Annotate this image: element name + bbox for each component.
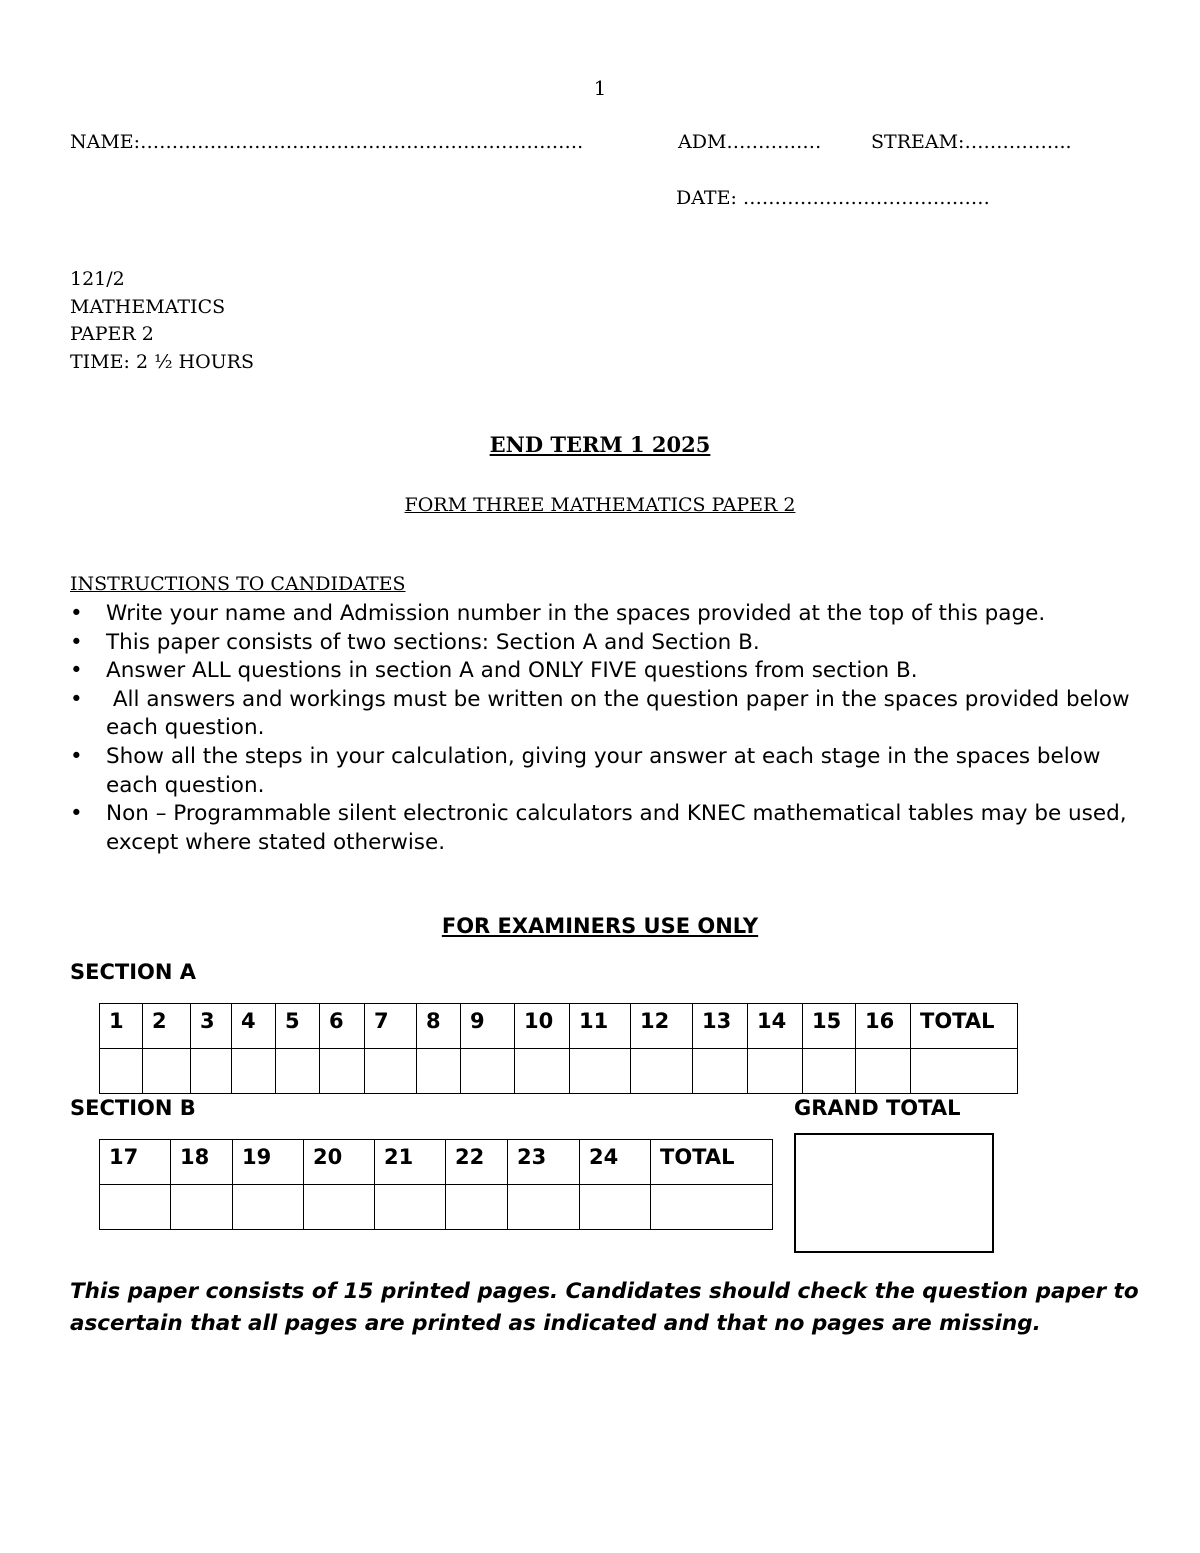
score-cell[interactable] [580, 1185, 651, 1230]
section-a-col-header: 15 [803, 1004, 856, 1049]
section-b-header-row [100, 1140, 773, 1185]
date-field[interactable]: DATE: ………………………………… [676, 187, 990, 209]
instructions-list [70, 600, 1150, 857]
score-cell[interactable] [276, 1049, 320, 1094]
score-cell[interactable] [515, 1049, 570, 1094]
instruction-item: • Write your name and Admission number in the spaces provided at the top of this page. [70, 600, 1150, 629]
stream-field[interactable]: STREAM:…………….. [871, 131, 1072, 153]
section-a-col-header: 2 [143, 1004, 191, 1049]
total-cell[interactable] [651, 1185, 773, 1230]
paper-number: PAPER 2 [70, 323, 154, 345]
section-a-col-header: 10 [515, 1004, 570, 1049]
section-a-col-header: 13 [693, 1004, 748, 1049]
score-cell[interactable] [631, 1049, 693, 1094]
section-b-col-header: 17 [100, 1140, 171, 1185]
exam-title: END TERM 1 2025 [489, 432, 711, 457]
section-b-col-header: 19 [233, 1140, 304, 1185]
total-cell[interactable] [911, 1049, 1018, 1094]
score-cell[interactable] [446, 1185, 508, 1230]
grand-total-label: GRAND TOTAL [794, 1096, 961, 1120]
page-number: 1 [593, 76, 607, 100]
score-cell[interactable] [570, 1049, 631, 1094]
name-field[interactable]: NAME:……………………………………………………………. [70, 131, 584, 153]
score-cell[interactable] [304, 1185, 375, 1230]
score-cell[interactable] [100, 1185, 171, 1230]
score-cell[interactable] [233, 1185, 304, 1230]
section-b-col-header: 20 [304, 1140, 375, 1185]
section-a-col-header: 16 [856, 1004, 911, 1049]
section-a-col-header: 1 [100, 1004, 143, 1049]
section-a-col-header: 7 [365, 1004, 417, 1049]
score-cell[interactable] [693, 1049, 748, 1094]
section-a-col-header: 3 [191, 1004, 232, 1049]
score-cell[interactable] [232, 1049, 276, 1094]
section-a-col-header: 12 [631, 1004, 693, 1049]
paper-time: TIME: 2 ½ HOURS [70, 350, 255, 373]
score-cell[interactable] [100, 1049, 143, 1094]
section-a-col-header: 5 [276, 1004, 320, 1049]
score-cell[interactable] [508, 1185, 580, 1230]
instruction-item: • All answers and workings must be written on the question paper in the spaces provided below each question. [70, 686, 1150, 743]
score-cell[interactable] [803, 1049, 856, 1094]
section-a-col-header: 6 [320, 1004, 365, 1049]
instruction-item: • Show all the steps in your calculation, giving your answer at each stage in the spaces below each question. [70, 743, 1150, 800]
paper-subject: MATHEMATICS [70, 295, 226, 318]
instruction-item: • Non – Programmable silent electronic calculators and KNEC mathematical tables may be used, except where stated otherwise. [70, 800, 1150, 857]
score-cell[interactable] [365, 1049, 417, 1094]
section-b-col-header: TOTAL [651, 1140, 773, 1185]
section-a-header-row [100, 1004, 1018, 1049]
paper-code: 121/2 [70, 268, 125, 290]
instructions-heading: INSTRUCTIONS TO CANDIDATES [70, 573, 406, 595]
section-b-label: SECTION B [70, 1096, 196, 1120]
score-cell[interactable] [171, 1185, 233, 1230]
section-a-score-table [99, 1003, 1018, 1094]
score-cell[interactable] [417, 1049, 461, 1094]
paper-info [70, 266, 254, 376]
section-a-col-header: 4 [232, 1004, 276, 1049]
score-cell[interactable] [320, 1049, 365, 1094]
score-cell[interactable] [143, 1049, 191, 1094]
section-b-score-row [100, 1185, 773, 1230]
section-b-col-header: 18 [171, 1140, 233, 1185]
instruction-item: • This paper consists of two sections: Section A and Section B. [70, 629, 1150, 658]
section-a-label: SECTION A [70, 960, 197, 984]
score-cell[interactable] [191, 1049, 232, 1094]
section-a-col-header: 8 [417, 1004, 461, 1049]
score-cell[interactable] [375, 1185, 446, 1230]
footer-note: This paper consists of 15 printed pages. Candidates should check the question paper to ascertain that all pages are printed as indicated and that no pages are missing. [70, 1279, 1139, 1336]
instruction-item: • Answer ALL questions in section A and ONLY FIVE questions from section B. [70, 657, 1150, 686]
section-a-score-row [100, 1049, 1018, 1094]
section-b-col-header: 22 [446, 1140, 508, 1185]
score-cell[interactable] [748, 1049, 803, 1094]
adm-field[interactable]: ADM…………… [678, 131, 822, 153]
section-b-col-header: 24 [580, 1140, 651, 1185]
examiners-heading: FOR EXAMINERS USE ONLY [441, 914, 759, 938]
section-a-col-header: 14 [748, 1004, 803, 1049]
score-cell[interactable] [856, 1049, 911, 1094]
section-a-col-header: TOTAL [911, 1004, 1018, 1049]
section-b-score-table [99, 1139, 773, 1230]
grand-total-box[interactable] [794, 1133, 994, 1253]
section-b-col-header: 21 [375, 1140, 446, 1185]
section-a-col-header: 11 [570, 1004, 631, 1049]
section-b-col-header: 23 [508, 1140, 580, 1185]
section-a-col-header: 9 [461, 1004, 515, 1049]
exam-subtitle: FORM THREE MATHEMATICS PAPER 2 [404, 494, 796, 516]
score-cell[interactable] [461, 1049, 515, 1094]
